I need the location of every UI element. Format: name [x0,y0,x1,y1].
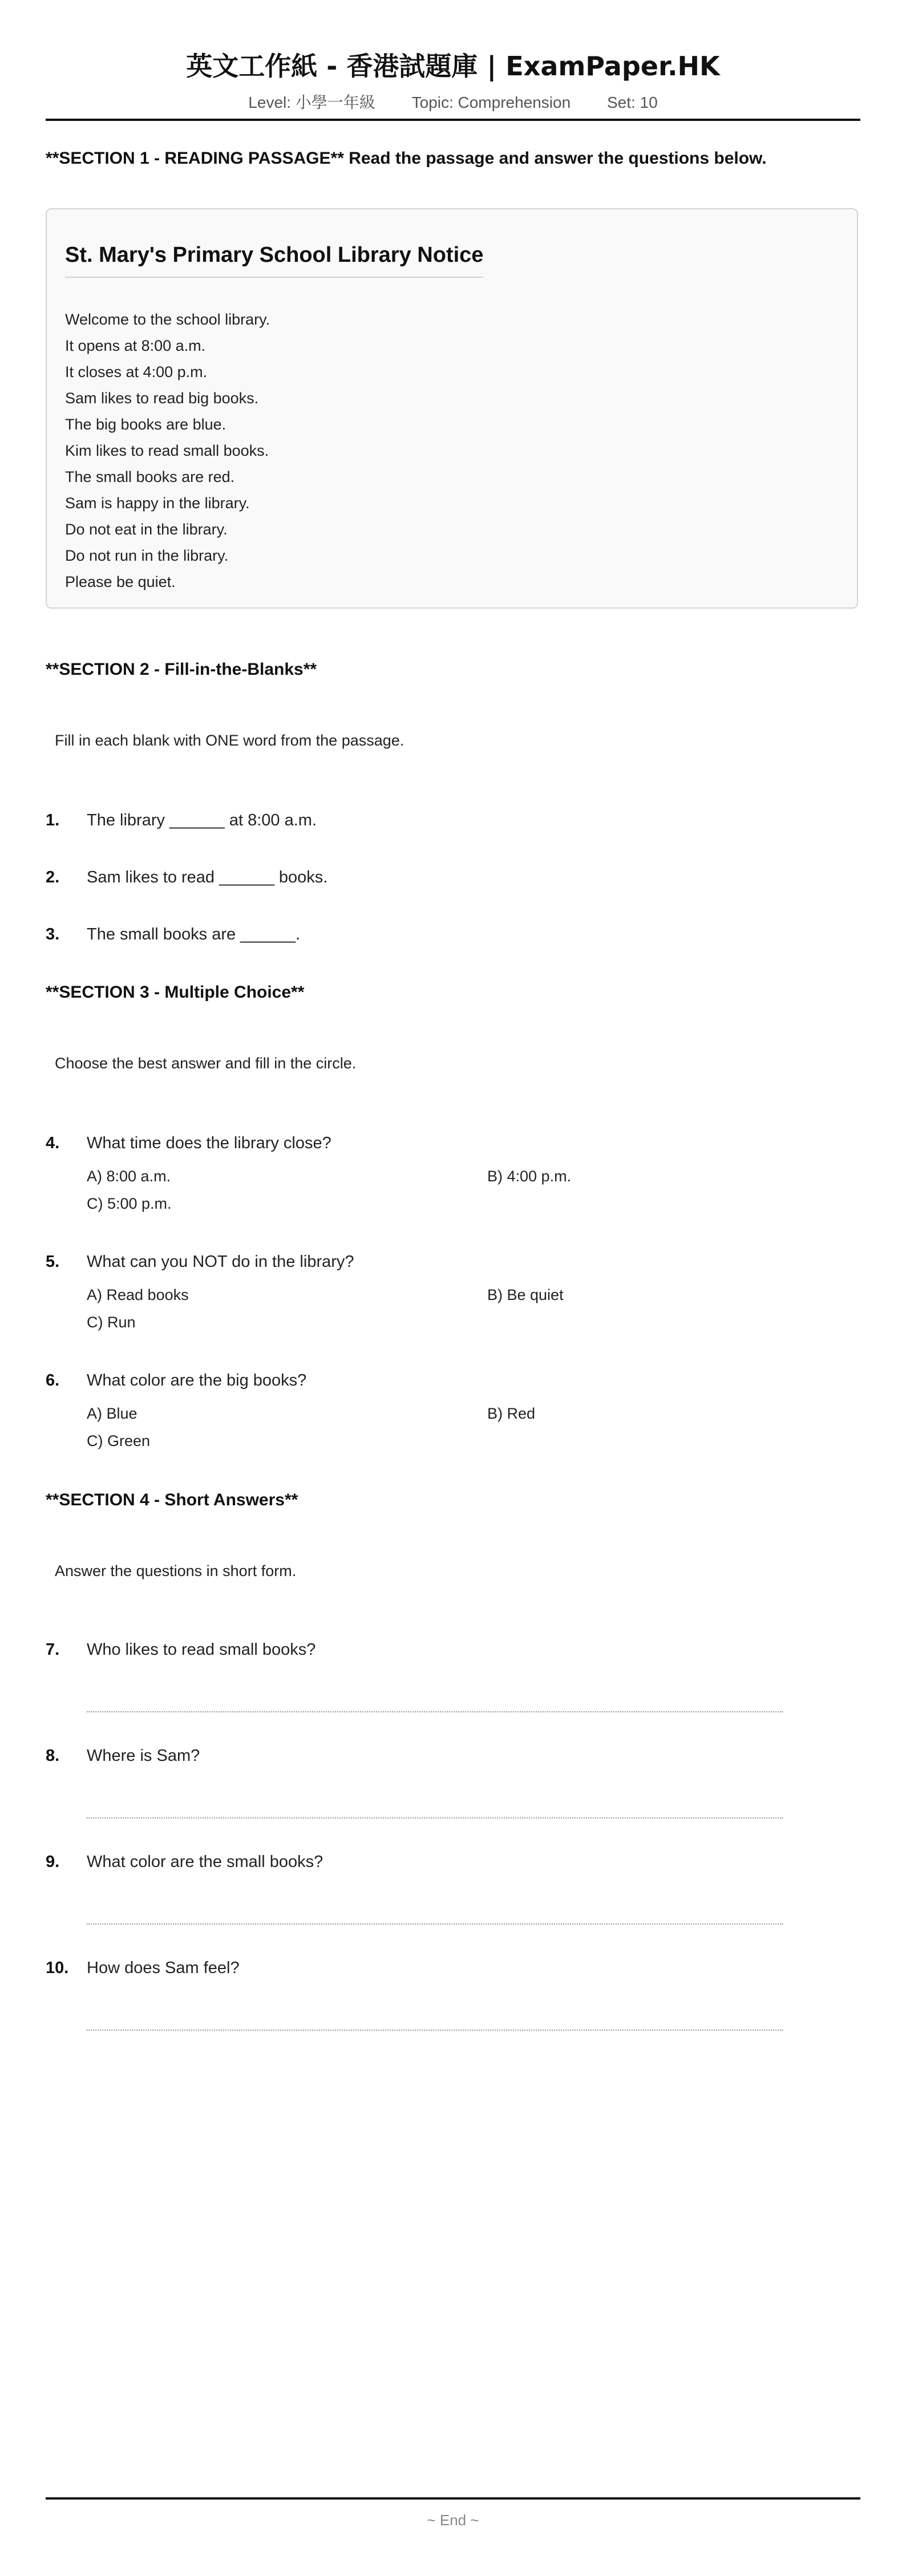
topic-label: Topic: Comprehension [411,94,571,111]
worksheet-page [46,0,860,2576]
end-marker: ~ End ~ [427,2512,479,2529]
section-3-instruction: Choose the best answer and fill in the circle. [55,1055,357,1072]
question-number: 10. [46,1959,69,1977]
worksheet-meta [46,91,860,114]
reading-passage-box [46,208,858,609]
section-2-heading: **SECTION 2 - Fill-in-the-Blanks** [46,660,317,679]
set-label: Set: 10 [606,94,658,111]
question-number: 2. [46,868,60,886]
passage-line: Please be quiet. [65,573,176,590]
question-number: 8. [46,1747,60,1765]
passage-line: Sam likes to read big books. [65,390,259,407]
option-a[interactable]: A) Blue [87,1405,137,1422]
section-4-heading: **SECTION 4 - Short Answers** [46,1490,298,1509]
passage-text [65,306,270,595]
question-number: 5. [46,1253,60,1271]
answer-line[interactable] [87,1923,783,1925]
question-text: What color are the big books? [87,1371,307,1390]
passage-line: Do not run in the library. [65,547,229,564]
section-4-instruction: Answer the questions in short form. [55,1562,297,1579]
option-b[interactable]: B) 4:00 p.m. [487,1168,572,1185]
passage-line: Kim likes to read small books. [65,442,269,459]
section-2-instruction: Fill in each blank with ONE word from the passage. [55,732,405,749]
option-b[interactable]: B) Red [487,1405,536,1422]
question-text: Sam likes to read ______ books. [87,868,328,886]
option-c[interactable]: C) Run [87,1314,136,1331]
option-b[interactable]: B) Be quiet [487,1286,564,1303]
passage-line: The small books are red. [65,468,235,485]
passage-line: Do not eat in the library. [65,521,228,538]
passage-title: St. Mary's Primary School Library Notice [65,241,483,278]
question-text: The library ______ at 8:00 a.m. [87,811,317,829]
question-number: 4. [46,1134,60,1152]
level-label: Level: 小學一年級 [248,94,375,111]
passage-line: It opens at 8:00 a.m. [65,337,206,354]
question-number: 7. [46,1641,60,1659]
answer-line[interactable] [87,1817,783,1818]
question-number: 9. [46,1853,60,1871]
header-divider [46,119,860,121]
page-title: 英文工作紙 - 香港試題庫 | ExamPaper.HK [186,51,720,82]
question-text: Who likes to read small books? [87,1641,316,1659]
section-3-heading: **SECTION 3 - Multiple Choice** [46,983,305,1002]
worksheet-header [46,46,860,114]
question-text: What time does the library close? [87,1134,331,1152]
option-a[interactable]: A) Read books [87,1286,189,1303]
section-1-heading: **SECTION 1 - READING PASSAGE** Read the passage and answer the questions below. [46,149,767,168]
passage-line: Sam is happy in the library. [65,495,250,512]
answer-line[interactable] [87,1711,783,1712]
question-text: How does Sam feel? [87,1959,240,1977]
question-number: 1. [46,811,60,829]
question-text: What can you NOT do in the library? [87,1253,354,1271]
question-text: Where is Sam? [87,1747,200,1765]
question-text: What color are the small books? [87,1853,323,1871]
passage-line: It closes at 4:00 p.m. [65,363,208,380]
option-c[interactable]: C) Green [87,1432,151,1449]
question-text: The small books are ______. [87,925,300,943]
option-c[interactable]: C) 5:00 p.m. [87,1195,172,1212]
answer-line[interactable] [87,2030,783,2031]
question-number: 3. [46,925,60,943]
passage-line: The big books are blue. [65,416,226,433]
passage-line: Welcome to the school library. [65,311,270,328]
question-number: 6. [46,1371,60,1390]
footer-divider [46,2497,860,2500]
option-a[interactable]: A) 8:00 a.m. [87,1168,171,1185]
